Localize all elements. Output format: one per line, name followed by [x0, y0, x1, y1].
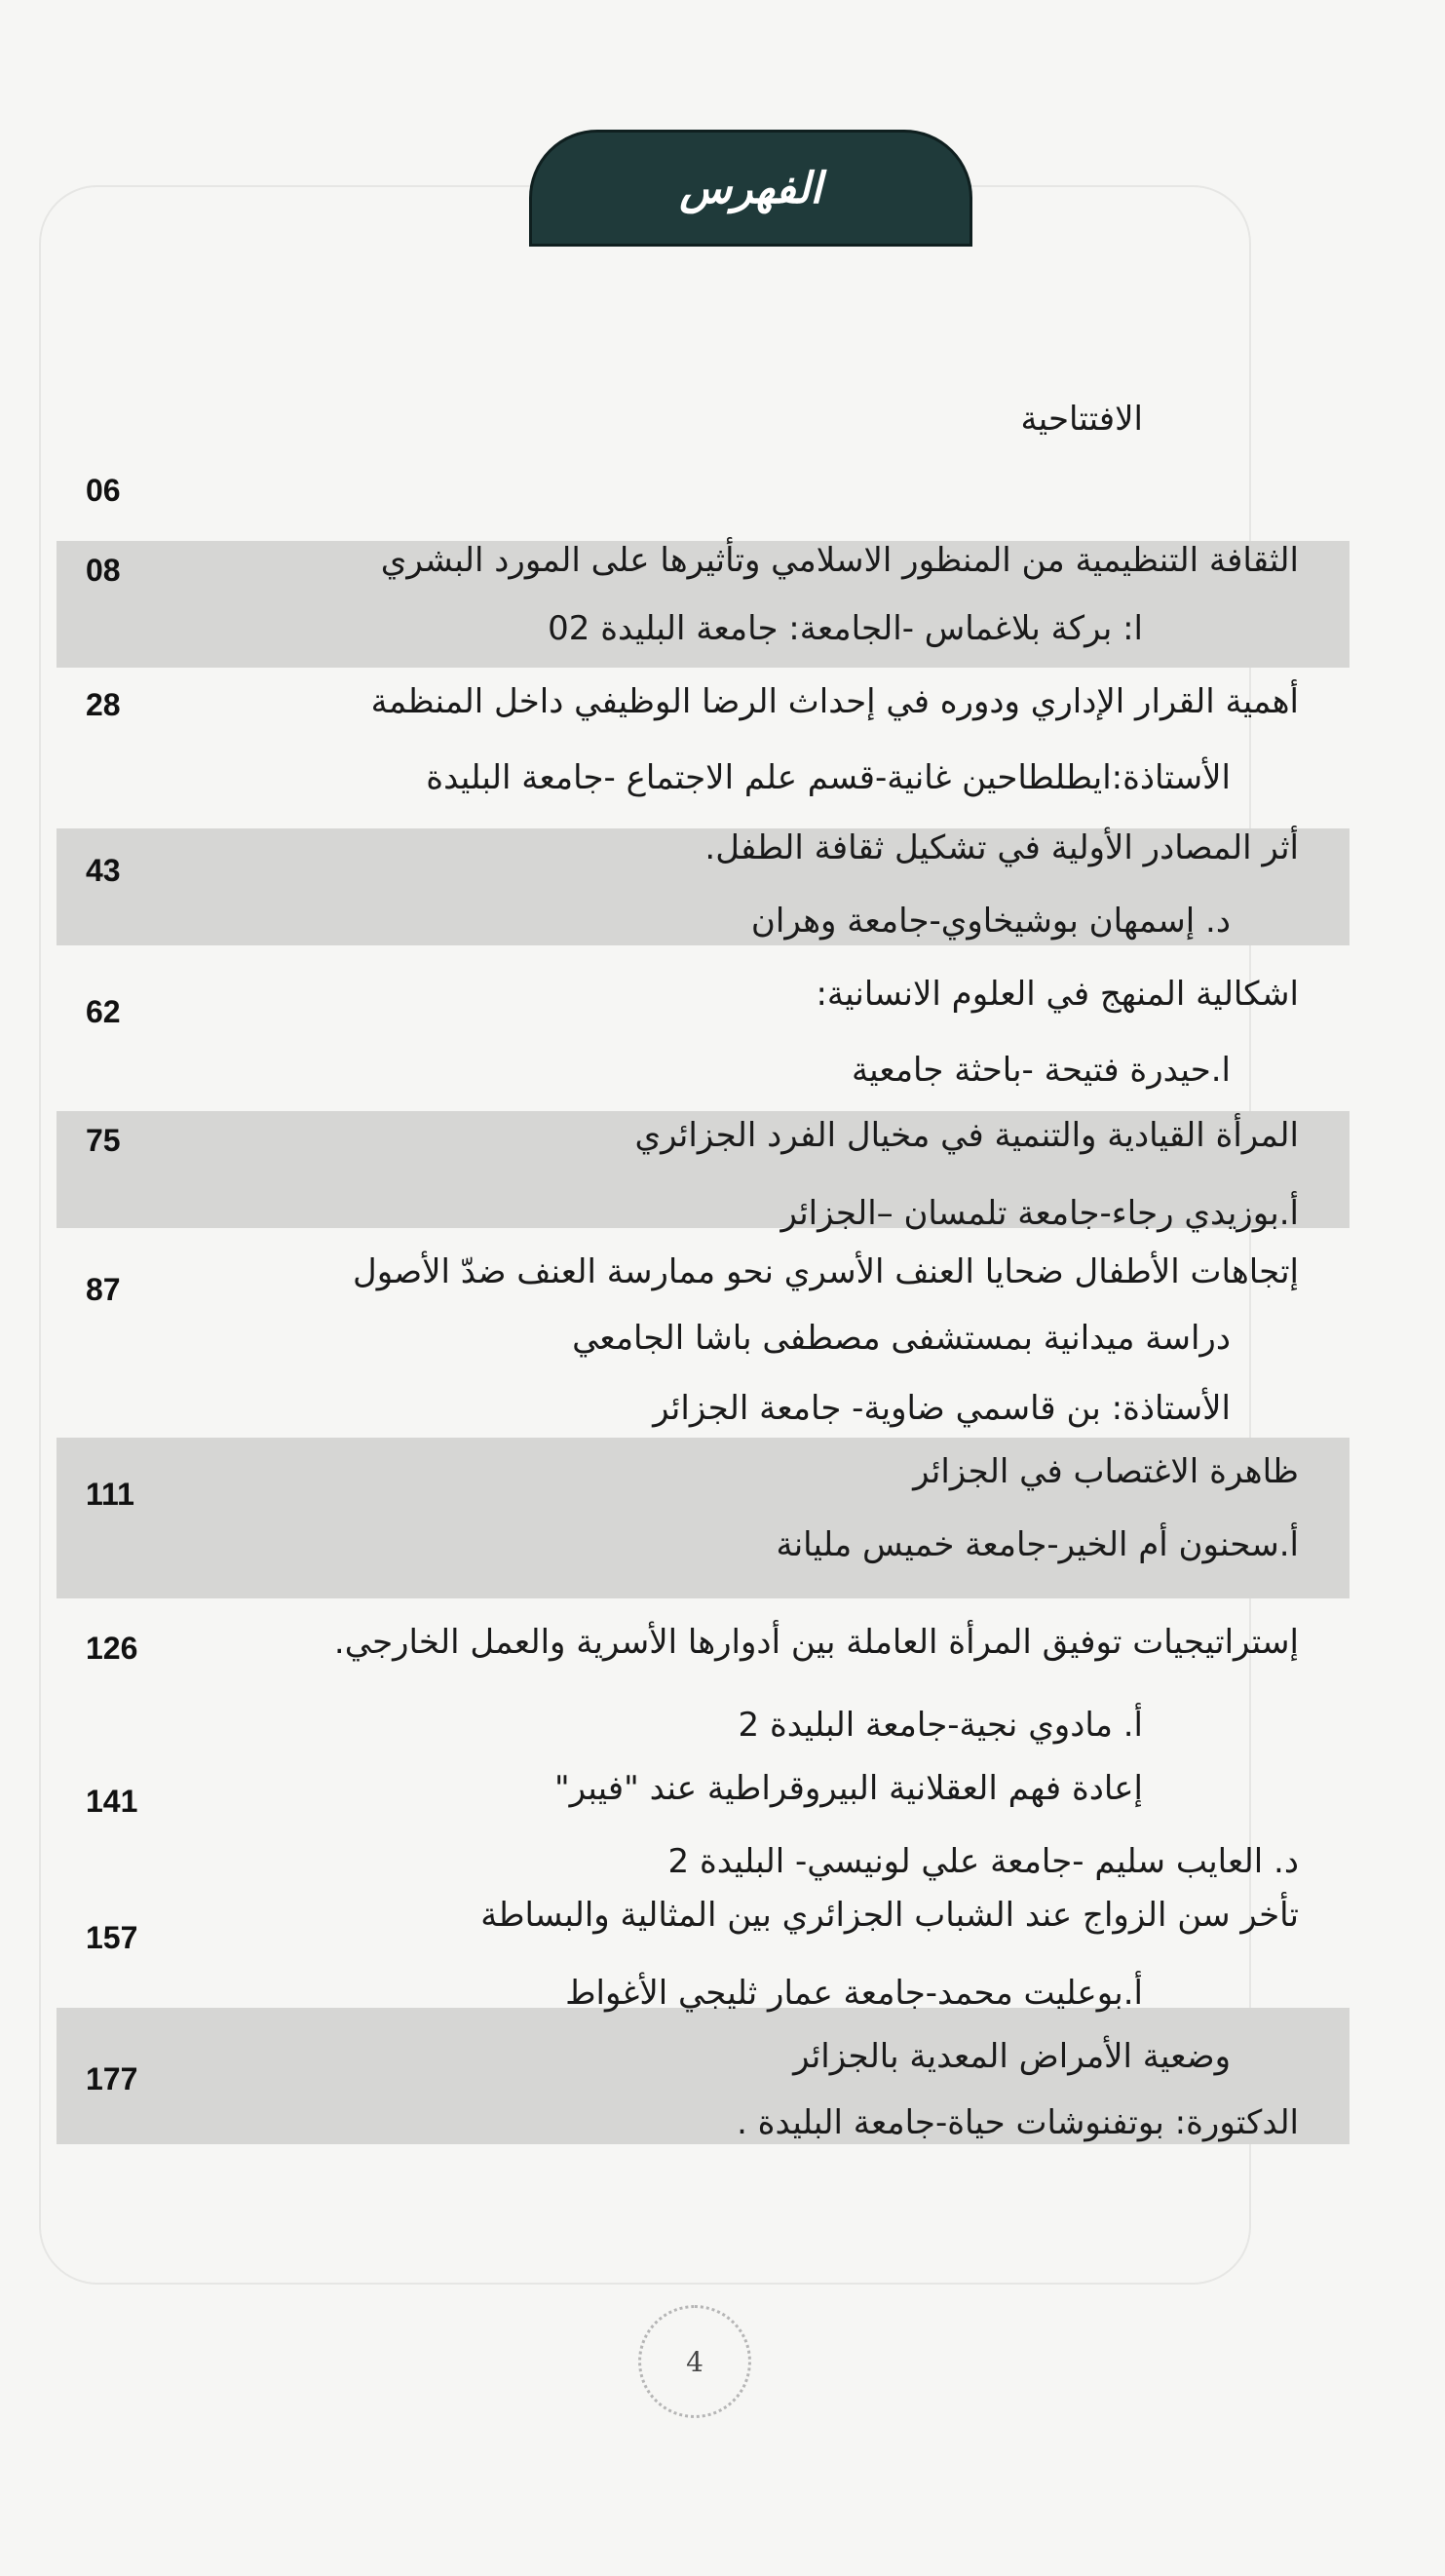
entry-author: الأستاذة: بن قاسمي ضاوية- جامعة الجزائر [653, 1389, 1231, 1428]
background-frame [39, 185, 1251, 2285]
entry-title: إستراتيجيات توفيق المرأة العاملة بين أدوارها الأسرية والعمل الخارجي. [333, 1623, 1299, 1662]
entry-title: تأخر سن الزواج عند الشباب الجزائري بين المثالية والبساطة [480, 1896, 1299, 1935]
entry-page: 111 [86, 1477, 134, 1512]
entry-title: ظاهرة الاغتصاب في الجزائر [913, 1452, 1299, 1491]
page-number-badge [638, 2305, 751, 2418]
entry-page: 28 [86, 687, 121, 722]
entry-subtitle: دراسة ميدانية بمستشفى مصطفى باشا الجامعي [572, 1319, 1231, 1358]
entry-author: د. إسمهان بوشيخاوي-جامعة وهران [750, 902, 1231, 941]
intro-page: 06 [86, 473, 121, 508]
entry-page: 141 [86, 1784, 138, 1819]
entry-author: د. العايب سليم -جامعة علي لونيسي- البليدة 2 [667, 1842, 1299, 1881]
intro-label: الافتتاحية [1020, 400, 1143, 439]
entry-title: أهمية القرار الإداري ودوره في إحداث الرضا الوظيفي داخل المنظمة [370, 682, 1299, 721]
entry-author: أ.سحنون أم الخير-جامعة خميس مليانة [776, 1525, 1299, 1564]
entry-page: 75 [86, 1123, 121, 1158]
entry-page: 08 [86, 553, 121, 588]
entry-title: إعادة فهم العقلانية البيروقراطية عند "فيبر" [554, 1769, 1143, 1808]
entry-page: 43 [86, 853, 121, 888]
index-title-box [529, 130, 972, 247]
entry-author: ا: بركة بلاغماس -الجامعة: جامعة البليدة 02 [548, 609, 1143, 648]
entry-page: 157 [86, 1920, 138, 1955]
entry-title: إتجاهات الأطفال ضحايا العنف الأسري نحو ممارسة العنف ضدّ الأصول [353, 1252, 1299, 1291]
entry-title: اشكالية المنهج في العلوم الانسانية: [816, 975, 1299, 1014]
entry-page: 177 [86, 2061, 138, 2096]
entry-title: أثر المصادر الأولية في تشكيل ثقافة الطفل. [704, 828, 1299, 867]
entry-author: أ. مادوي نجية-جامعة البليدة 2 [738, 1706, 1143, 1745]
entry-page: 62 [86, 994, 121, 1029]
entry-page: 87 [86, 1272, 121, 1307]
entry-author: الدكتورة: بوتفنوشات حياة-جامعة البليدة . [737, 2103, 1299, 2142]
entry-author: الأستاذة:ايطلطاحين غانية-قسم علم الاجتماع -جامعة البليدة [426, 758, 1231, 797]
index-title: الفهرس [679, 163, 822, 213]
entry-author: ا.حيدرة فتيحة -باحثة جامعية [851, 1051, 1231, 1090]
entry-page: 126 [86, 1631, 138, 1666]
entry-author: أ.بوعليت محمد-جامعة عمار ثليجي الأغواط [565, 1974, 1143, 2013]
entry-title: المرأة القيادية والتنمية في مخيال الفرد الجزائري [634, 1116, 1299, 1155]
entry-author: أ.بوزيدي رجاء-جامعة تلمسان –الجزائر [780, 1194, 1299, 1233]
entry-title: الثقافة التنظيمية من المنظور الاسلامي وتأثيرها على المورد البشري [380, 541, 1299, 580]
entry-title: وضعية الأمراض المعدية بالجزائر [793, 2037, 1231, 2076]
page-number: 4 [686, 2345, 703, 2378]
